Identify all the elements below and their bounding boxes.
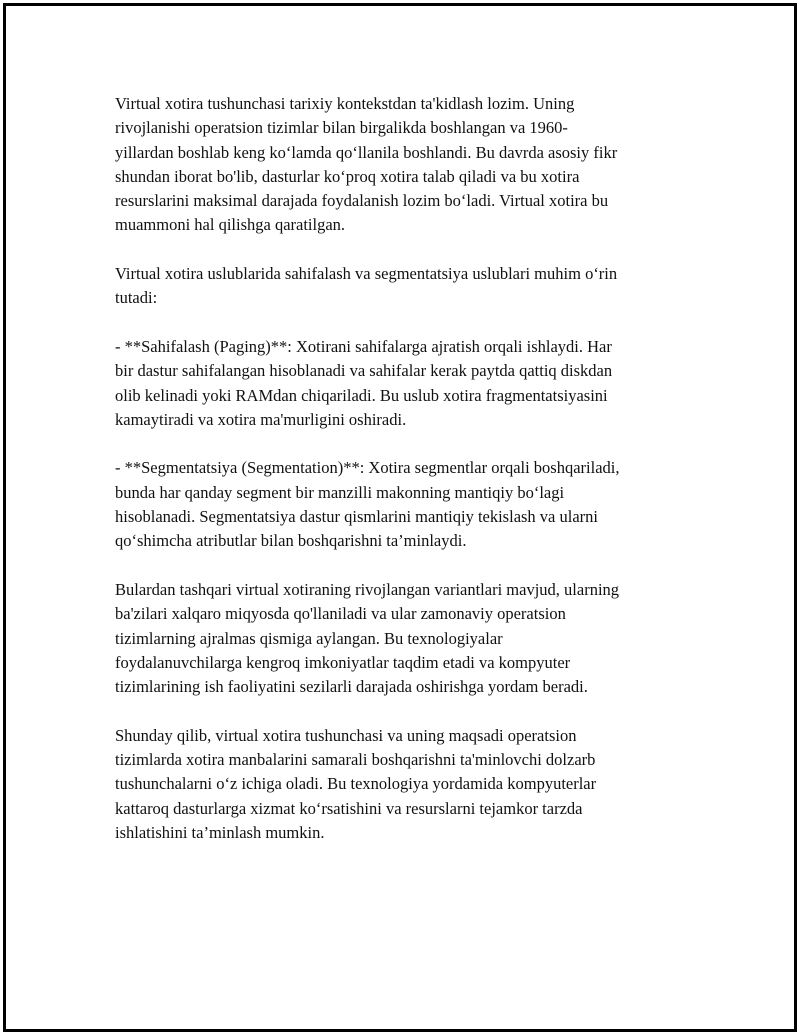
document-body bbox=[115, 92, 690, 870]
paragraph-methods-intro: Virtual xotira uslublarida sahifalash va segmentatsiya uslublari muhim o‘rin tutadi: bbox=[115, 264, 618, 308]
paragraph-history: Virtual xotira tushunchasi tarixiy kontekstdan ta'kidlash lozim. Uning rivojlanishi operatsion tizimlar bilan birgalikda boshlangan va 1960- yillardan boshlab keng ko‘lamda qo‘llanila boshlandi. Bu davrda asosiy fikr shundan iborat bo'lib, dasturlar ko‘proq xotira talab qiladi va bu xotira resurslarini maksimal darajada foydalanish lozim bo‘ladi. Virtual xotira bu muammoni hal qilishga qaratilgan. bbox=[115, 94, 618, 235]
paragraph-variants: Bulardan tashqari virtual xotiraning rivojlangan variantlari mavjud, ularning ba'zilari xalqaro miqyosda qo'llaniladi va ular zamonaviy operatsion tizimlarning ajralmas qismiga aylangan. Bu texnologiyalar foydalanuvchilarga kengroq imkoniyatlar taqdim etadi va kompyuter tizimlarining ish faoliyatini sezilarli darajada oshirishga yordam beradi. bbox=[115, 579, 620, 697]
paragraph-segmentation: - **Segmentatsiya (Segmentation)**: Xotira segmentlar orqali boshqariladi, bunda har qanday segment bir manzilli makonning mantiqiy bo‘lagi hisoblanadi. Segmentatsiya dastur qismlarini mantiqiy tekislash va ularni qo‘shimcha atributlar bilan boshqarishni ta’minlaydi. bbox=[115, 458, 620, 551]
paragraph-conclusion: Shunday qilib, virtual xotira tushunchasi va uning maqsadi operatsion tizimlarda xotira manbalarini samarali boshqarishni ta'minlovchi dolzarb tushunchalarni o‘z ichiga oladi. Bu texnologiya yordamida kompyuterlar kattaroq dasturlarga xizmat ko‘rsatishini va resurslarni tejamkor tarzda ishlatishini ta’minlash mumkin. bbox=[115, 725, 597, 842]
paragraph-paging: - **Sahifalash (Paging)**: Xotirani sahifalarga ajratish orqali ishlaydi. Har bir dastur sahifalangan hisoblanadi va sahifalar kerak paytda qattiq diskdan olib kelinadi yoki RAMdan chiqariladi. Bu uslub xotira fragmentatsiyasini kamaytiradi va xotira ma'murligini oshiradi. bbox=[115, 336, 613, 429]
